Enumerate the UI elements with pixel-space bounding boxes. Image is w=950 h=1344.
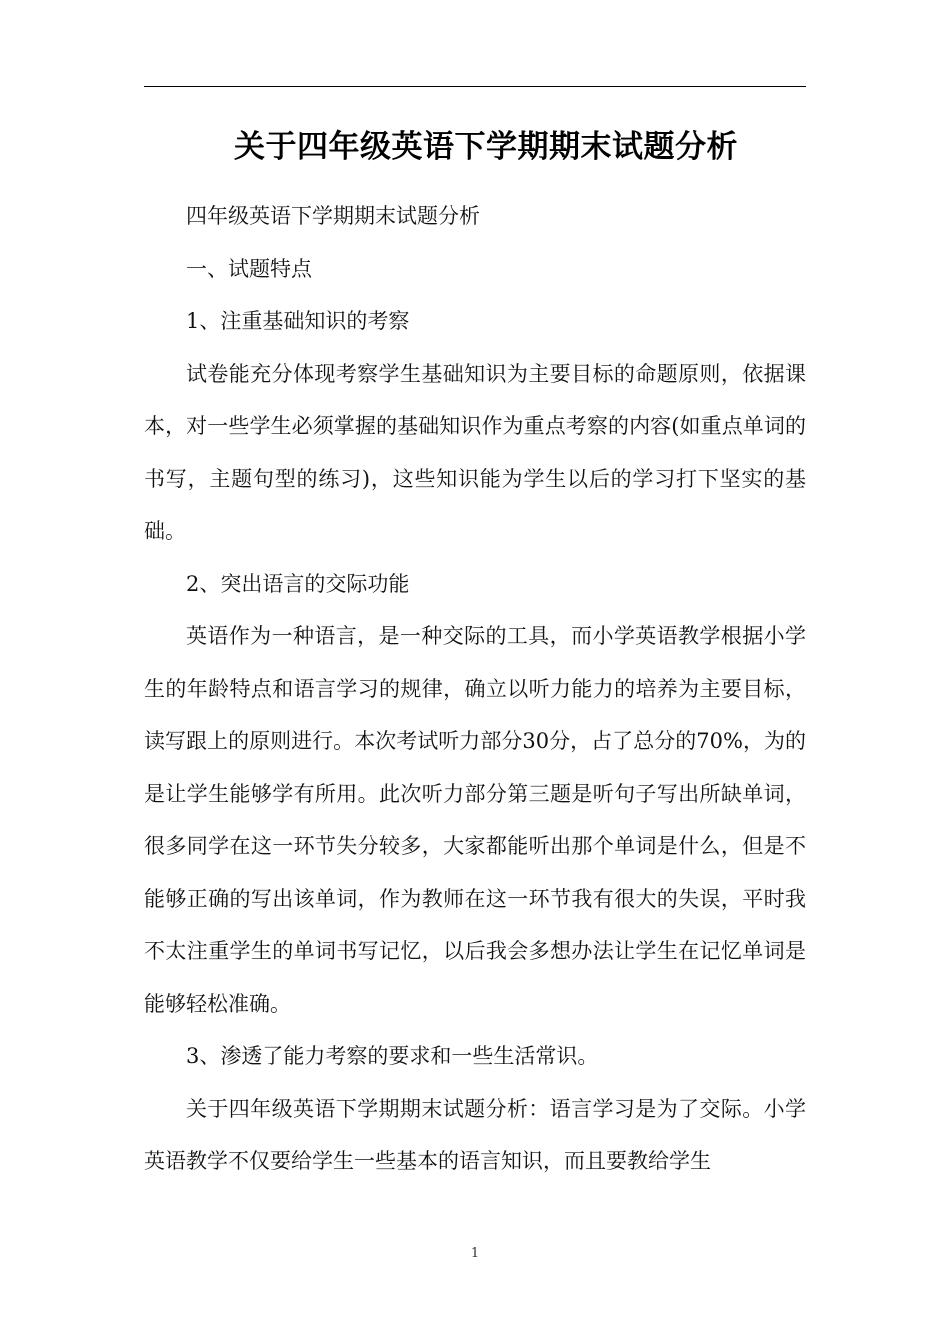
- paragraph-communication: 英语作为一种语言，是一种交际的工具，而小学英语教学根据小学生的年龄特点和语言学习的规律，确立以听力能力的培养为主要目标，读写跟上的原则进行。本次考试听力部分30分，占了总分的70%，为的是让学生能够学有所用。此次听力部分第三题是听句子写出所缺单词，很多同学在这一环节失分较多，大家都能听出那个单词是什么，但是不能够正确的写出该单词，作为教师在这一环节我有很大的失误，平时我不太注重学生的单词书写记忆，以后我会多想办法让学生在记忆单词是能够轻松准确。: [144, 624, 806, 1016]
- subheading-communication: 2、突出语言的交际功能: [186, 571, 410, 596]
- subheading-basic-knowledge: 1、注重基础知识的考察: [186, 309, 410, 333]
- document-body: [144, 190, 806, 1188]
- paragraph-basic-knowledge: 试卷能充分体现考察学生基础知识为主要目标的命题原则，依据课本，对一些学生必须掌握的基础知识作为重点考察的内容(如重点单词的书写，主题句型的练习)，这些知识能为学生以后的学习打下坚实的基础。: [144, 361, 806, 543]
- paragraph-ability: 关于四年级英语下学期期末试题分析：语言学习是为了交际。小学英语教学不仅要给学生一些基本的语言知识，而且要教给学生: [144, 1096, 806, 1173]
- document-title: 关于四年级英语下学期期末试题分析: [234, 129, 738, 165]
- header-rule: [144, 86, 806, 87]
- section-heading-features: 一、试题特点: [186, 256, 312, 281]
- subheading-ability: 3、渗透了能力考察的要求和一些生活常识。: [186, 1044, 599, 1068]
- page-number: 1: [470, 1246, 480, 1261]
- paragraph-subtitle: 四年级英语下学期期末试题分析: [186, 204, 480, 228]
